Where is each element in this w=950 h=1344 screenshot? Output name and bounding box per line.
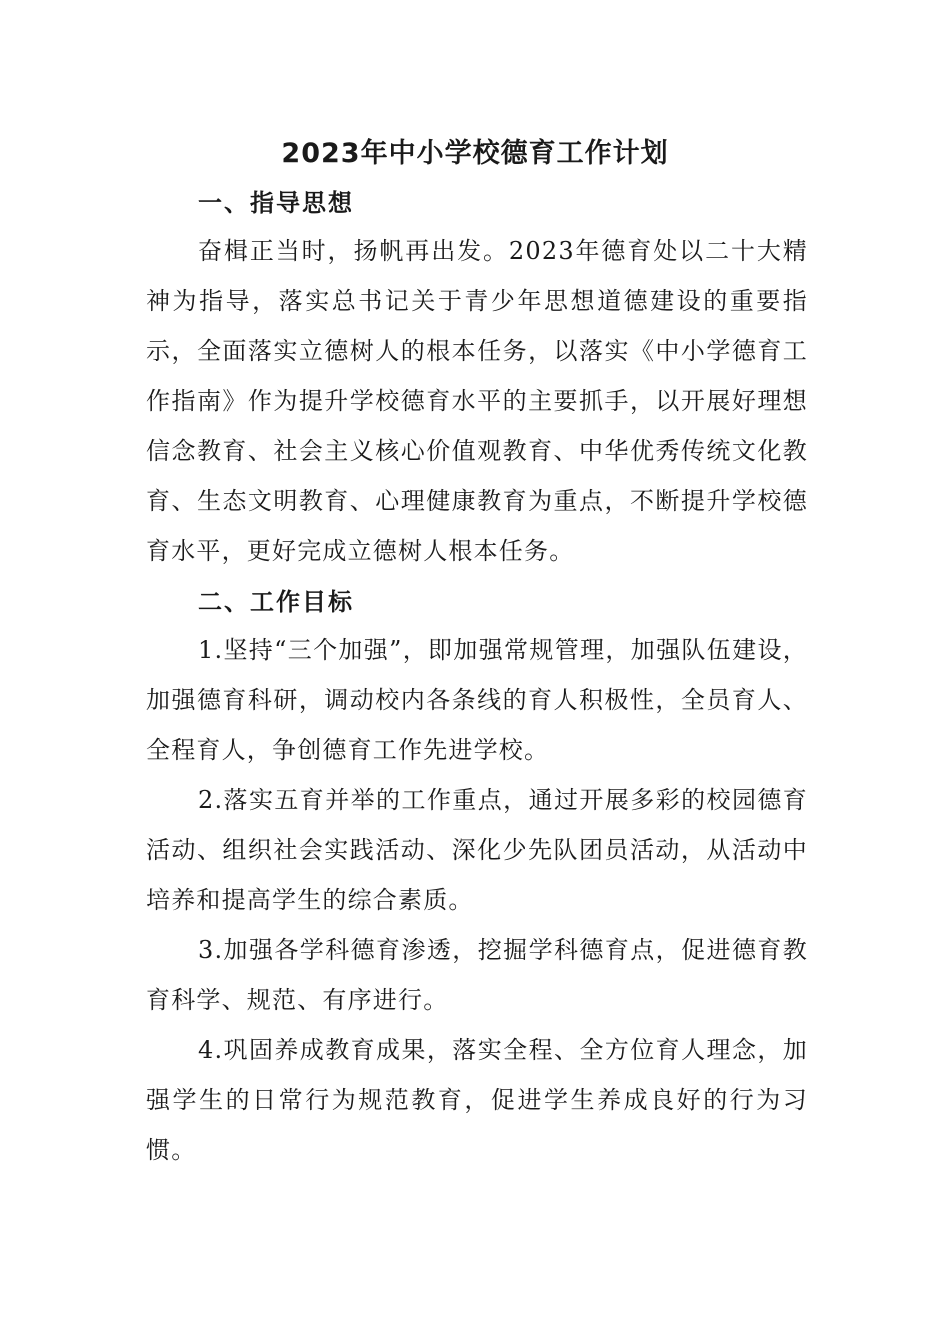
paragraph-goal-4: 4.巩固养成教育成果，落实全程、全方位育人理念，加强学生的日常行为规范教育，促进学生养成良好的行为习惯。 xyxy=(146,1036,808,1164)
paragraph-goal-3: 3.加强各学科德育渗透，挖掘学科德育点，促进德育教育科学、规范、有序进行。 xyxy=(146,936,808,1014)
document-title: 2023年中小学校德育工作计划 xyxy=(281,138,669,169)
section-heading-guiding-ideology: 一、指导思想 xyxy=(198,189,354,217)
section-heading-work-goals: 二、工作目标 xyxy=(198,588,354,616)
paragraph-goal-2: 2.落实五育并举的工作重点，通过开展多彩的校园德育活动、组织社会实践活动、深化少先队团员活动，从活动中培养和提高学生的综合素质。 xyxy=(146,786,808,914)
paragraph-guiding-ideology: 奋楫正当时，扬帆再出发。2023年德育处以二十大精神为指导，落实总书记关于青少年思想道德建设的重要指示，全面落实立德树人的根本任务，以落实《中小学德育工作指南》作为提升学校德育水平的主要抓手，以开展好理想信念教育、社会主义核心价值观教育、中华优秀传统文化教育、生态文明教育、心理健康教育为重点，不断提升学校德育水平，更好完成立德树人根本任务。 xyxy=(146,237,808,565)
paragraph-goal-1: 1.坚持“三个加强”，即加强常规管理，加强队伍建设，加强德育科研，调动校内各条线的育人积极性，全员育人、全程育人，争创德育工作先进学校。 xyxy=(146,636,808,764)
